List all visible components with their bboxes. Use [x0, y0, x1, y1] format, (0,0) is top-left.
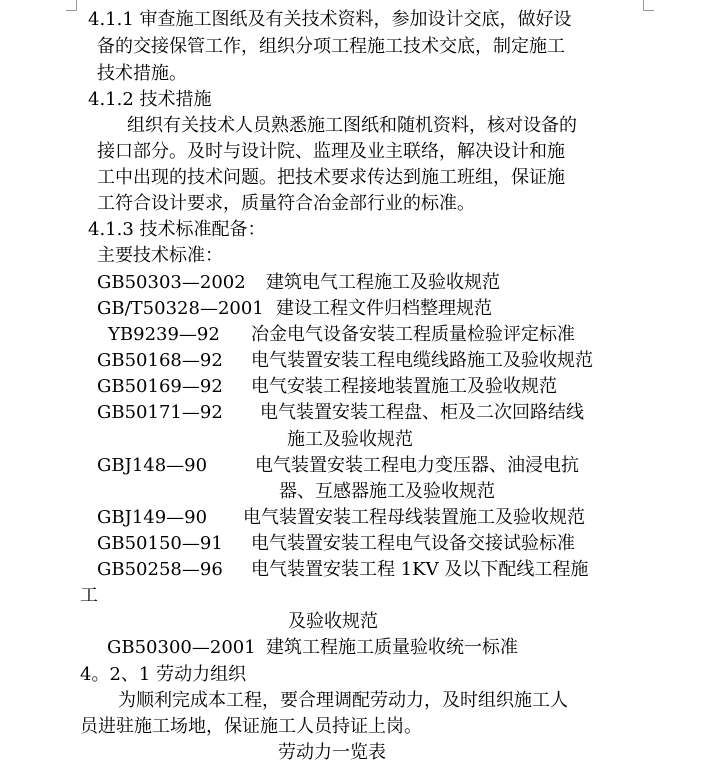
standard-code: GB50168—92 — [97, 350, 223, 371]
standard-name-continuation: 施工及验收规范 — [287, 429, 413, 450]
standard-code: GB50171—92 — [97, 402, 223, 423]
standard-name: 建设工程文件归档整理规范 — [276, 298, 492, 319]
standard-code: GB/T50328—2001 — [97, 298, 264, 319]
standard-name: 电气装置安装工程电气设备交接试验标准 — [251, 533, 575, 554]
standard-code: GBJ149—90 — [97, 507, 208, 528]
standard-name: 电气装置安装工程 1KV 及以下配线工程施 — [251, 559, 589, 580]
standard-code: GB50150—91 — [97, 533, 223, 554]
section-4-1-1-line-1: 4.1.1 审查施工图纸及有关技术资料，参加设计交底，做好设 — [88, 9, 572, 30]
standard-name: 电气装置安装工程盘、柜及二次回路结线 — [260, 402, 584, 423]
standards-intro: 主要技术标准： — [97, 245, 223, 266]
standard-name: 建筑工程施工质量验收统一标准 — [266, 637, 518, 658]
standard-code: GB50303—2002 — [97, 272, 246, 293]
standard-name: 电气安装工程接地装置施工及验收规范 — [251, 376, 557, 397]
standard-name: 电气装置安装工程母线装置施工及验收规范 — [243, 507, 585, 528]
standard-code: GB50258—96 — [97, 559, 223, 580]
section-4-2-1-heading: 4。2、1 劳动力组织 — [80, 664, 247, 685]
page-corner-mark-right — [643, 0, 654, 11]
standard-code: GB50300—2001 — [107, 637, 256, 658]
labor-table-title: 劳动力一览表 — [278, 742, 386, 763]
section-4-1-1-line-2: 备的交接保管工作，组织分项工程施工技术交底，制定施工 — [97, 36, 565, 57]
section-4-1-2-line-2: 接口部分。及时与设计院、监理及业主联络，解决设计和施 — [97, 141, 565, 162]
standard-name-wrap: 工 — [80, 585, 98, 606]
standard-code: YB9239—92 — [108, 324, 220, 345]
standard-code: GBJ148—90 — [97, 455, 208, 476]
standard-name-continuation: 及验收规范 — [288, 611, 378, 632]
page-corner-mark-left — [66, 0, 77, 11]
section-4-1-2-line-1: 组织有关技术人员熟悉施工图纸和随机资料，核对设备的 — [127, 115, 577, 136]
section-4-2-1-line-2: 员进驻施工场地，保证施工人员持证上岗。 — [80, 716, 422, 737]
standard-code: GB50169—92 — [97, 376, 223, 397]
section-4-1-2-heading: 4.1.2 技术措施 — [88, 89, 212, 110]
standard-name: 电气装置安装工程电力变压器、油浸电抗 — [255, 455, 579, 476]
section-4-1-3-heading: 4.1.3 技术标准配备： — [88, 219, 266, 240]
section-4-1-2-line-3: 工中出现的技术问题。把技术要求传达到施工班组，保证施 — [97, 167, 565, 188]
standard-name: 建筑电气工程施工及验收规范 — [266, 272, 500, 293]
standard-name: 电气装置安装工程电缆线路施工及验收规范 — [251, 350, 593, 371]
standard-name: 冶金电气设备安装工程质量检验评定标准 — [251, 324, 575, 345]
section-4-1-2-line-4: 工符合设计要求，质量符合冶金部行业的标准。 — [97, 193, 475, 214]
standard-name-continuation: 器、互感器施工及验收规范 — [279, 481, 495, 502]
section-4-1-1-line-3: 技术措施。 — [97, 63, 187, 84]
section-4-2-1-line-1: 为顺利完成本工程，要合理调配劳动力，及时组织施工人 — [118, 690, 568, 711]
